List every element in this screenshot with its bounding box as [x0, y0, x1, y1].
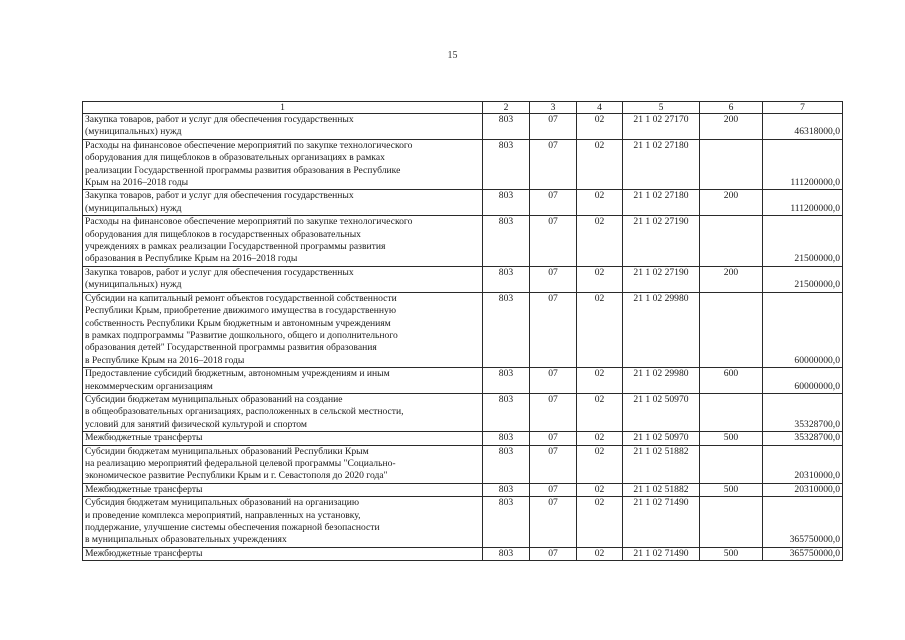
target-article-cell: 21 1 02 50970	[623, 393, 700, 431]
section-code-cell: 07	[530, 292, 577, 367]
subsection-code-cell: 02	[577, 292, 623, 367]
section-code-cell: 07	[530, 547, 577, 560]
ministry-code-cell: 803	[483, 497, 530, 548]
description-line: Субсидия бюджетам муниципальных образований на организацию	[85, 497, 360, 509]
expense-type-cell: 200	[700, 190, 763, 216]
expense-type-cell	[700, 139, 763, 190]
amount-cell: 20310000,0	[763, 445, 843, 483]
description-line: Субсидии на капитальный ремонт объектов государственной собственности	[85, 292, 397, 304]
description-line: Предоставление субсидий бюджетным, автономным учреждениям и иным	[85, 368, 390, 380]
expense-type-cell: 200	[700, 114, 763, 140]
table-row	[83, 432, 843, 445]
target-article-cell: 21 1 02 29980	[623, 292, 700, 367]
table-row	[83, 292, 843, 367]
target-article-cell: 21 1 02 71490	[623, 547, 700, 560]
budget-table	[82, 101, 843, 561]
expense-type-cell: 200	[700, 266, 763, 292]
subsection-code-cell: 02	[577, 216, 623, 267]
ministry-code-cell: 803	[483, 114, 530, 140]
description-cell	[83, 368, 483, 394]
description-line: учреждениях в рамках реализации Государственной программы развития	[85, 241, 386, 253]
target-article-cell: 21 1 02 27190	[623, 216, 700, 267]
table-row	[83, 483, 843, 496]
amount-cell: 111200000,0	[763, 190, 843, 216]
subsection-code-cell: 02	[577, 432, 623, 445]
subsection-code-cell: 02	[577, 266, 623, 292]
expense-type-cell	[700, 445, 763, 483]
ministry-code-cell: 803	[483, 292, 530, 367]
amount-cell: 60000000,0	[763, 368, 843, 394]
description-line: Закупка товаров, работ и услуг для обеспечения государственных	[85, 114, 354, 125]
description-line: поддержание, улучшение системы обеспечения пожарной безопасности	[85, 522, 380, 533]
target-article-cell: 21 1 02 71490	[623, 497, 700, 548]
description-line: в муниципальных образовательных учреждениях	[85, 534, 287, 546]
ministry-code-cell: 803	[483, 368, 530, 394]
description-line: Республики Крым, приобретение движимого имущества в государственную	[85, 305, 397, 317]
expense-type-cell: 500	[700, 547, 763, 560]
section-code-cell: 07	[530, 445, 577, 483]
amount-cell: 365750000,0	[763, 497, 843, 548]
description-line: Субсидии бюджетам муниципальных образований на создание	[85, 393, 343, 405]
section-code-cell: 07	[530, 266, 577, 292]
target-article-cell: 21 1 02 29980	[623, 368, 700, 394]
section-code-cell: 07	[530, 216, 577, 267]
description-cell	[83, 139, 483, 190]
ministry-code-cell: 803	[483, 547, 530, 560]
description-cell	[83, 216, 483, 267]
description-cell	[83, 292, 483, 367]
table-row	[83, 266, 843, 292]
ministry-code-cell: 803	[483, 190, 530, 216]
expense-type-cell: 500	[700, 483, 763, 496]
section-code-cell: 07	[530, 432, 577, 445]
description-line: в рамках подпрограммы "Развитие дошкольного, общего и дополнительного	[85, 329, 398, 341]
section-code-cell: 07	[530, 497, 577, 548]
subsection-code-cell: 02	[577, 190, 623, 216]
description-line: и проведение комплекса мероприятий, направленных на установку,	[85, 509, 361, 521]
expense-type-cell	[700, 216, 763, 267]
amount-cell: 35328700,0	[763, 393, 843, 431]
expense-type-cell	[700, 497, 763, 548]
target-article-cell: 21 1 02 27170	[623, 114, 700, 140]
expense-type-cell	[700, 393, 763, 431]
description-line: в Республике Крым на 2016–2018 годы	[85, 354, 245, 366]
description-line: в общеобразовательных организациях, расположенных в сельской местности,	[85, 406, 404, 418]
table-body	[83, 102, 843, 561]
description-cell	[83, 266, 483, 292]
amount-cell: 21500000,0	[763, 216, 843, 267]
description-line: Межбюджетные трансферты	[85, 432, 203, 444]
table-row	[83, 368, 843, 394]
table-row	[83, 547, 843, 560]
amount-cell: 46318000,0	[763, 114, 843, 140]
description-line: (муниципальных) нужд	[85, 202, 182, 214]
target-article-cell: 21 1 02 27190	[623, 266, 700, 292]
target-article-cell: 21 1 02 27180	[623, 190, 700, 216]
target-article-cell: 21 1 02 51882	[623, 445, 700, 483]
amount-cell: 111200000,0	[763, 139, 843, 190]
subsection-code-cell: 02	[577, 497, 623, 548]
description-line: образования в Республике Крым на 2016–2018 годы	[85, 253, 298, 265]
target-article-cell: 21 1 02 27180	[623, 139, 700, 190]
subsection-code-cell: 02	[577, 547, 623, 560]
expense-type-cell	[700, 292, 763, 367]
description-cell	[83, 432, 483, 445]
section-code-cell: 07	[530, 114, 577, 140]
description-cell	[83, 445, 483, 483]
section-code-cell: 07	[530, 368, 577, 394]
description-line: Межбюджетные трансферты	[85, 483, 203, 495]
header-cell-5: 5	[623, 102, 700, 114]
description-line: Межбюджетные трансферты	[85, 547, 203, 559]
description-cell	[83, 114, 483, 140]
description-line: на реализацию мероприятий федеральной целевой программы "Социально-	[85, 457, 396, 469]
table-row	[83, 114, 843, 140]
description-line: образования детей" Государственной программы развития образования	[85, 342, 377, 354]
ministry-code-cell: 803	[483, 393, 530, 431]
description-line: (муниципальных) нужд	[85, 279, 182, 291]
target-article-cell: 21 1 02 51882	[623, 483, 700, 496]
amount-cell: 365750000,0	[763, 547, 843, 560]
table-row	[83, 139, 843, 190]
description-line: оборудования для пищеблоков в государственных образовательных	[85, 228, 361, 240]
table-row	[83, 445, 843, 483]
header-cell-1: 1	[83, 102, 483, 114]
ministry-code-cell: 803	[483, 432, 530, 445]
section-code-cell: 07	[530, 393, 577, 431]
description-line: реализации Государственной программы развития образования в Республике	[85, 164, 401, 176]
header-cell-3: 3	[530, 102, 577, 114]
header-cell-6: 6	[700, 102, 763, 114]
section-code-cell: 07	[530, 139, 577, 190]
amount-cell: 35328700,0	[763, 432, 843, 445]
description-line: Расходы на финансовое обеспечение мероприятий по закупке технологического	[85, 216, 413, 228]
section-code-cell: 07	[530, 483, 577, 496]
header-cell-4: 4	[577, 102, 623, 114]
ministry-code-cell: 803	[483, 139, 530, 190]
subsection-code-cell: 02	[577, 114, 623, 140]
description-cell	[83, 393, 483, 431]
ministry-code-cell: 803	[483, 445, 530, 483]
subsection-code-cell: 02	[577, 368, 623, 394]
ministry-code-cell: 803	[483, 266, 530, 292]
description-line: оборудования для пищеблоков в образовательных организациях в рамках	[85, 152, 385, 164]
description-line: Крым на 2016–2018 годы	[85, 177, 189, 189]
ministry-code-cell: 803	[483, 483, 530, 496]
header-cell-2: 2	[483, 102, 530, 114]
table-row	[83, 190, 843, 216]
header-cell-7: 7	[763, 102, 843, 114]
description-line: условий для занятий физической культурой и спортом	[85, 418, 307, 430]
expense-type-cell: 500	[700, 432, 763, 445]
subsection-code-cell: 02	[577, 139, 623, 190]
header-row	[83, 102, 843, 114]
subsection-code-cell: 02	[577, 483, 623, 496]
description-cell	[83, 547, 483, 560]
table-row	[83, 216, 843, 267]
description-cell	[83, 483, 483, 496]
ministry-code-cell: 803	[483, 216, 530, 267]
description-line: Закупка товаров, работ и услуг для обеспечения государственных	[85, 266, 354, 278]
section-code-cell: 07	[530, 190, 577, 216]
amount-cell: 20310000,0	[763, 483, 843, 496]
description-line: Субсидии бюджетам муниципальных образований Республики Крым	[85, 445, 369, 457]
table-row	[83, 497, 843, 548]
description-line: экономическое развитие Республики Крым и г. Севастополя до 2020 года"	[85, 470, 388, 482]
amount-cell: 60000000,0	[763, 292, 843, 367]
description-line: Расходы на финансовое обеспечение мероприятий по закупке технологического	[85, 139, 413, 151]
amount-cell: 21500000,0	[763, 266, 843, 292]
page-number: 15	[447, 50, 458, 61]
description-cell	[83, 497, 483, 548]
description-line: (муниципальных) нужд	[85, 126, 182, 138]
description-line: Закупка товаров, работ и услуг для обеспечения государственных	[85, 190, 354, 202]
target-article-cell: 21 1 02 50970	[623, 432, 700, 445]
description-line: собственность Республики Крым бюджетным и автономным учреждениям	[85, 317, 391, 329]
subsection-code-cell: 02	[577, 445, 623, 483]
subsection-code-cell: 02	[577, 393, 623, 431]
description-cell	[83, 190, 483, 216]
table-row	[83, 393, 843, 431]
description-line: некоммерческим организациям	[85, 380, 213, 392]
expense-type-cell: 600	[700, 368, 763, 394]
